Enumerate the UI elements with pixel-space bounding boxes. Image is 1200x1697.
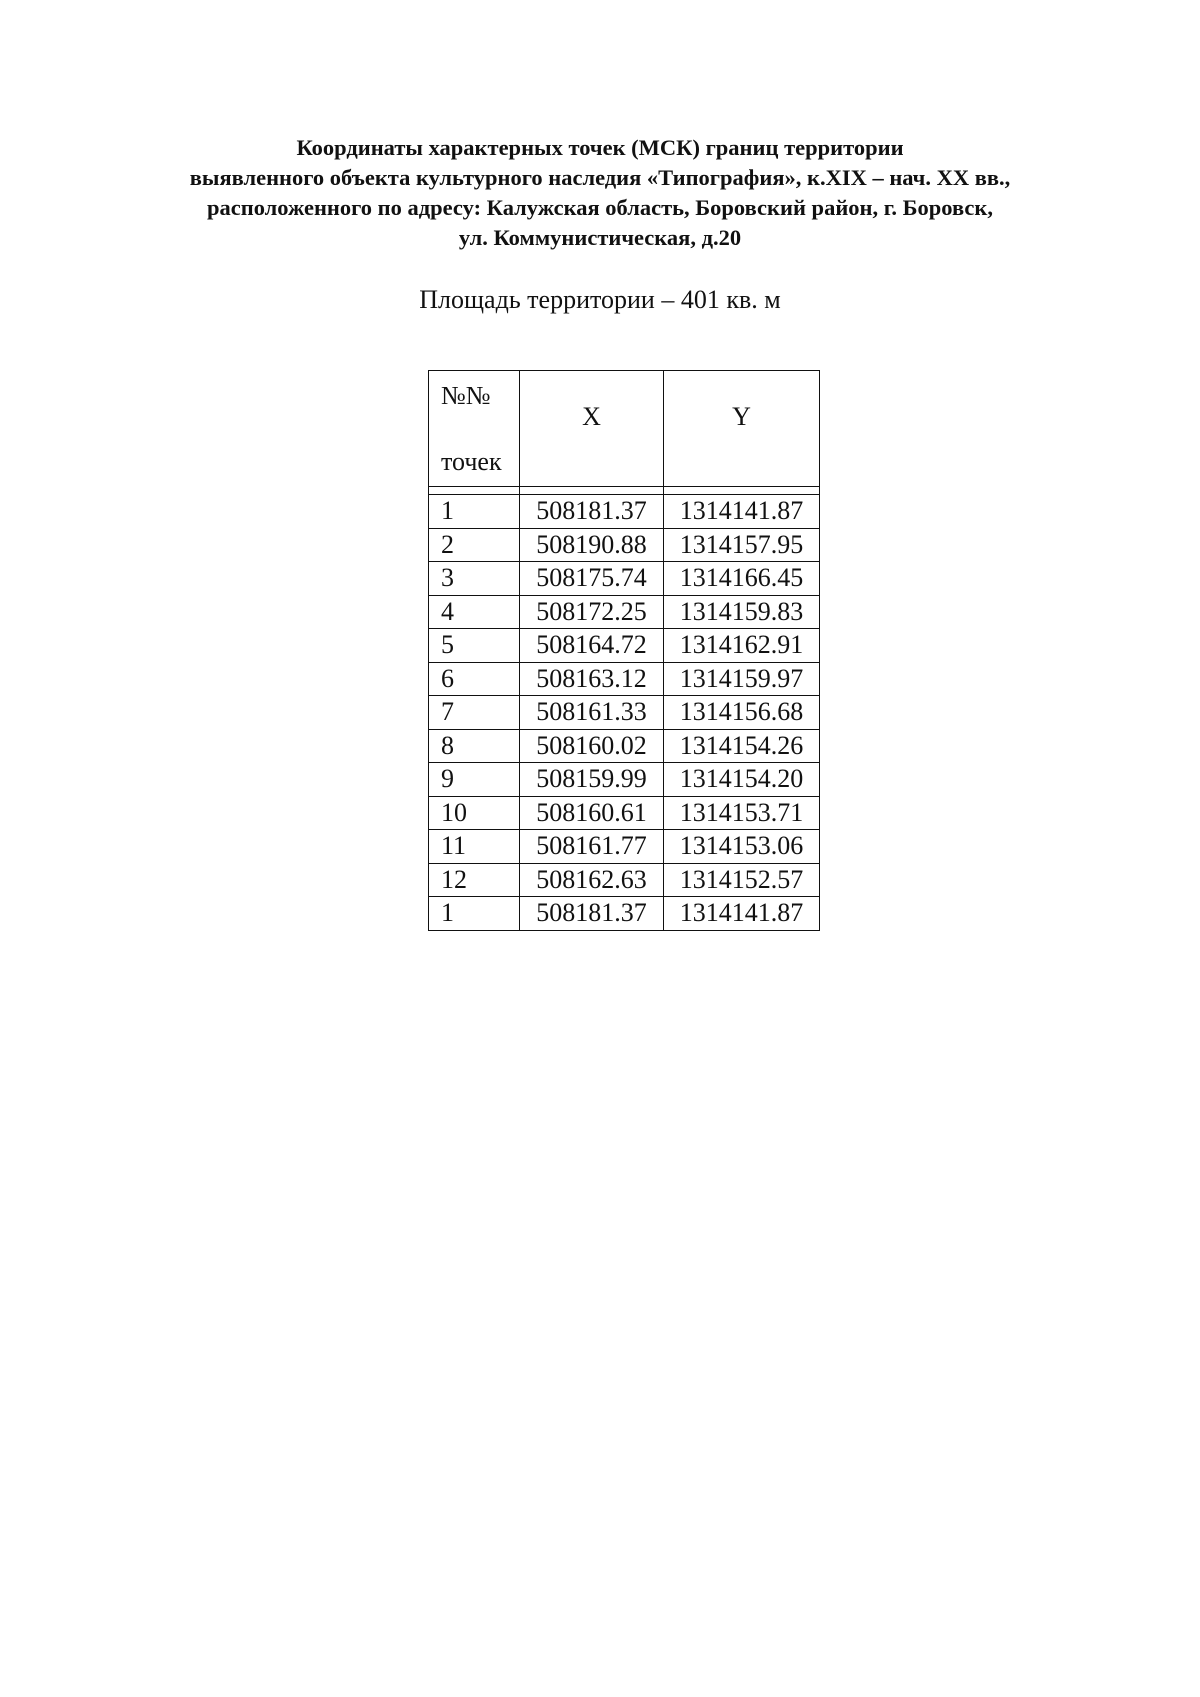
y-coordinate-cell: 1314156.68 [664,696,820,730]
header-number-sign: №№ [441,380,491,410]
x-coordinate-cell: 508160.02 [520,729,664,763]
y-coordinate-cell: 1314157.95 [664,528,820,562]
point-number-cell: 6 [429,662,520,696]
x-coordinate-cell: 508181.37 [520,897,664,931]
document-title [100,133,1100,253]
x-coordinate-cell: 508181.37 [520,495,664,529]
point-number-cell: 9 [429,763,520,797]
point-number-cell: 1 [429,495,520,529]
y-coordinate-cell: 1314159.83 [664,595,820,629]
table-body [429,487,820,931]
point-number-cell: 7 [429,696,520,730]
table-row [429,595,820,629]
point-number-cell: 8 [429,729,520,763]
x-coordinate-cell: 508175.74 [520,562,664,596]
point-number-cell: 5 [429,629,520,663]
point-number-cell: 4 [429,595,520,629]
table-row [429,662,820,696]
table-row [429,696,820,730]
y-coordinate-cell: 1314153.71 [664,796,820,830]
point-number-cell: 3 [429,562,520,596]
y-coordinate-cell: 1314154.20 [664,763,820,797]
header-points-label: точек [441,446,502,476]
table-header-row [429,371,820,487]
y-coordinate-cell: 1314141.87 [664,897,820,931]
table-row [429,729,820,763]
point-number-cell: 10 [429,796,520,830]
header-y-label: Y [732,401,751,431]
table-row [429,830,820,864]
table-spacer-row [429,487,820,495]
header-y [664,371,820,487]
coordinates-table [428,370,820,931]
y-coordinate-cell: 1314159.97 [664,662,820,696]
x-coordinate-cell: 508163.12 [520,662,664,696]
table-row [429,897,820,931]
table-row [429,863,820,897]
title-line: ул. Коммунистическая, д.20 [458,225,742,250]
table-row [429,562,820,596]
x-coordinate-cell: 508159.99 [520,763,664,797]
y-coordinate-cell: 1314153.06 [664,830,820,864]
x-coordinate-cell: 508162.63 [520,863,664,897]
title-line: выявленного объекта культурного наследия «Типография», к.XIX – нач. XX вв., [189,165,1011,190]
table-row [429,796,820,830]
y-coordinate-cell: 1314162.91 [664,629,820,663]
header-point-number [429,371,520,487]
point-number-cell: 2 [429,528,520,562]
table-row [429,763,820,797]
header-x [520,371,664,487]
y-coordinate-cell: 1314141.87 [664,495,820,529]
point-number-cell: 12 [429,863,520,897]
x-coordinate-cell: 508161.33 [520,696,664,730]
title-line: Координаты характерных точек (МСК) границ территории [296,135,904,160]
table-row [429,629,820,663]
x-coordinate-cell: 508160.61 [520,796,664,830]
header-x-label: X [582,401,601,431]
y-coordinate-cell: 1314166.45 [664,562,820,596]
x-coordinate-cell: 508190.88 [520,528,664,562]
table-row [429,495,820,529]
x-coordinate-cell: 508172.25 [520,595,664,629]
point-number-cell: 1 [429,897,520,931]
y-coordinate-cell: 1314154.26 [664,729,820,763]
x-coordinate-cell: 508161.77 [520,830,664,864]
x-coordinate-cell: 508164.72 [520,629,664,663]
title-line: расположенного по адресу: Калужская область, Боровский район, г. Боровск, [206,195,994,220]
area-text: Площадь территории – 401 кв. м [419,285,781,314]
table-row [429,528,820,562]
y-coordinate-cell: 1314152.57 [664,863,820,897]
point-number-cell: 11 [429,830,520,864]
